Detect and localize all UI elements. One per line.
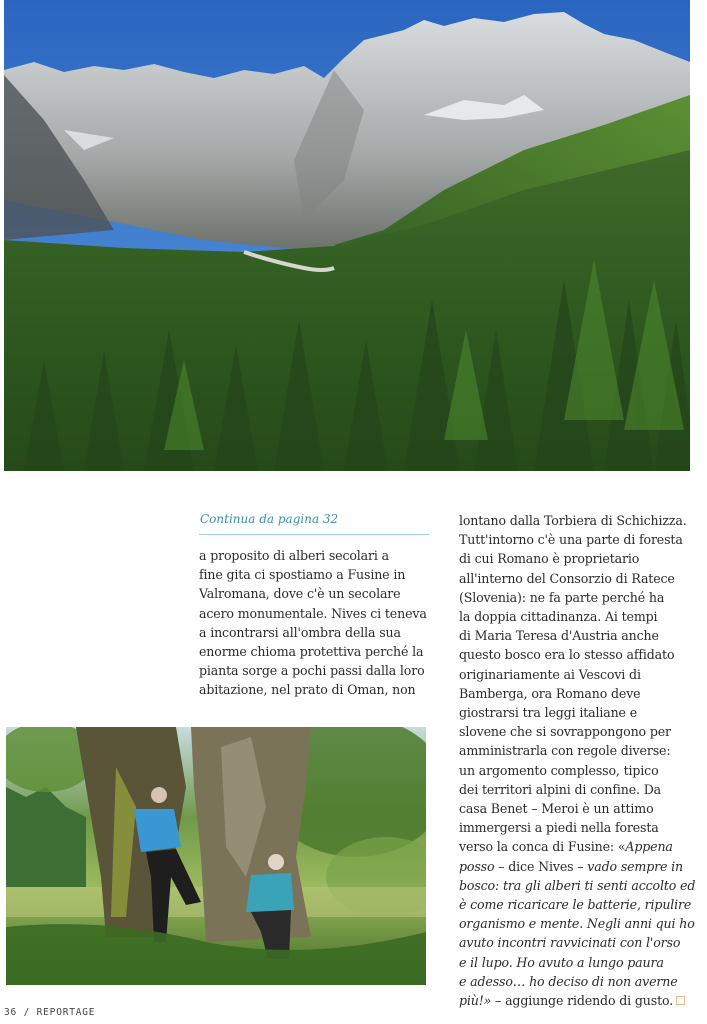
section-name: REPORTAGE	[36, 1007, 96, 1018]
text-run: verso la conca di Fusine: «	[459, 839, 626, 855]
text-line: Valromana, dove c'è un secolare	[199, 586, 401, 602]
text-line: un argomento complesso, tipico	[459, 762, 659, 778]
footer-separator: /	[23, 1007, 31, 1018]
inline-photo-tree-couple	[6, 727, 426, 985]
quote-text: posso	[459, 858, 495, 874]
end-of-article-square-icon	[676, 996, 685, 1005]
quote-line	[459, 837, 699, 856]
continued-from-divider	[199, 534, 429, 535]
text-run: – aggiunge ridendo di gusto.	[491, 993, 674, 1009]
text-line: di Maria Teresa d'Austria anche	[459, 628, 659, 644]
text-line: casa Benet – Meroi è un attimo	[459, 801, 654, 817]
quote-line: è come ricaricare le batterie, ripulire	[459, 897, 692, 913]
text-line: dei territori alpini di confine. Da	[459, 781, 662, 797]
text-line: la doppia cittadinanza. Ai tempi	[459, 609, 658, 625]
quote-line	[459, 857, 699, 876]
text-line: amministrarla con regole diverse:	[459, 743, 671, 759]
text-line: Tutt'intorno c'è una parte di foresta	[459, 532, 683, 548]
text-line: immergersi a piedi nella foresta	[459, 820, 659, 836]
text-line: slovene che si sovrappongono per	[459, 724, 671, 740]
text-line: abitazione, nel prato di Oman, non	[199, 682, 416, 698]
text-line: all'interno del Consorzio di Ratece	[459, 570, 675, 586]
quote-line: avuto incontri ravvicinati con l'orso	[459, 935, 681, 951]
hero-photo-illustration	[4, 0, 690, 471]
quote-line: organismo e mente. Negli anni qui ho	[459, 916, 695, 932]
quote-line: bosco: tra gli alberi ti senti accolto ed	[459, 877, 696, 893]
quote-line: e il lupo. Ho avuto a lungo paura	[459, 954, 664, 970]
article-column-right	[459, 511, 699, 1010]
text-line: Bamberga, ora Romano deve	[459, 685, 641, 701]
hero-photo-mountains-forest	[4, 0, 690, 471]
quote-line	[459, 991, 699, 1010]
text-line: enorme chioma protettiva perché la	[199, 644, 424, 660]
inline-photo-illustration	[6, 727, 426, 985]
text-line: originariamente ai Vescovi di	[459, 666, 641, 682]
quote-text: vado sempre in	[587, 858, 684, 874]
text-line: a incontrarsi all'ombra della sua	[199, 624, 401, 640]
man-blue-jacket	[134, 809, 181, 852]
woman-head	[268, 854, 284, 870]
page-number: 36	[4, 1007, 18, 1018]
quote-line: e adesso… ho deciso di non averne	[459, 973, 678, 989]
text-line: pianta sorge a pochi passi dalla loro	[199, 663, 425, 679]
page-footer	[4, 1007, 95, 1018]
text-line: giostrarsi tra leggi italiane e	[459, 705, 637, 721]
text-line: lontano dalla Torbiera di Schichizza.	[459, 513, 687, 528]
continued-from-label: Continua da pagina 32	[200, 512, 339, 526]
text-line: di cui Romano è proprietario	[459, 551, 640, 567]
text-line: a proposito di alberi secolari a	[199, 548, 389, 563]
text-line: fine gita ci spostiamo a Fusine in	[199, 567, 406, 583]
man-head	[151, 787, 167, 803]
article-column-left	[199, 546, 435, 700]
text-line: (Slovenia): ne fa parte perché ha	[459, 589, 665, 605]
text-line: questo bosco era lo stesso affidato	[459, 647, 675, 663]
woman-teal-jacket	[246, 873, 294, 912]
text-run: – dice Nives –	[494, 858, 588, 874]
text-line: acero monumentale. Nives ci teneva	[199, 605, 427, 621]
quote-text: Appena	[625, 839, 673, 855]
quote-text: più!»	[459, 993, 492, 1009]
